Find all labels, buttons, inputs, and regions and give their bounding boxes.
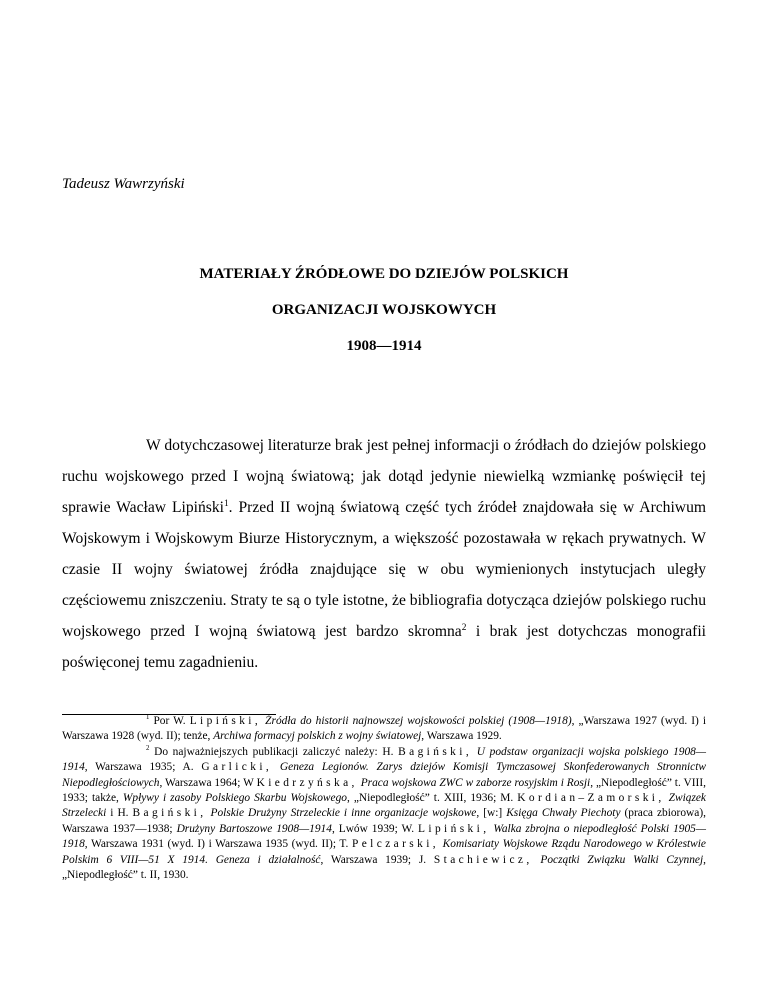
fn1-seg-1: Lipiński,	[189, 715, 262, 727]
fn2-seg-4: , Warszawa 1935; A.	[84, 761, 202, 774]
fn2-seg-3: U podstaw organizacji wojska polskiego 1908—1914	[62, 745, 706, 774]
fn2-seg-5: Garlicki,	[201, 761, 273, 774]
body-paragraph	[62, 430, 706, 678]
fn2-seg-18: i H.	[106, 807, 133, 820]
body-text	[62, 430, 706, 678]
fn2-seg-14: , „Niepodległość” t. XIII, 1936; M.	[346, 792, 518, 805]
footnote-mark: 2	[146, 745, 150, 753]
fn1-seg-0: Por W.	[149, 715, 190, 727]
fn2-seg-30: , Warszawa 1931 (wyd. I) i Warszawa 1935 (wyd. II); T.	[84, 838, 352, 851]
fn2-seg-15: Kordian–Zamorski,	[517, 792, 665, 805]
title-line-1: MATERIAŁY ŹRÓDŁOWE DO DZIEJÓW POLSKICH	[199, 266, 569, 282]
fn2-seg-34: , Warszawa 1939; J.	[320, 853, 434, 866]
footnote-ref-2[interactable]: 2	[461, 622, 467, 633]
fn2-seg-25: Drużyny Bartoszowe 1908—1914	[176, 822, 332, 835]
fn2-seg-0: Do najważniejszych publikacji zaliczyć należy: H.	[149, 745, 399, 758]
fn1-seg-3: Źródła do historii najnowszej wojskowości polskiej (1908—1918)	[265, 715, 572, 727]
article-title	[62, 256, 706, 364]
fn2-seg-13: Wpływy i zasoby Polskiego Skarbu Wojskowego	[122, 792, 347, 805]
footnote-2-text	[62, 746, 706, 881]
fn2-seg-37: Początki Związku Walki Czynnej	[540, 853, 704, 866]
fn2-seg-12: , „Niepodległość” t. VIII, 1933; także,	[62, 776, 706, 805]
paragraph-text-3: i brak jest dotychczas monografii poświęconej temu zagadnieniu.	[62, 623, 707, 671]
fn2-seg-19: Bagiński,	[132, 807, 207, 820]
fn2-seg-8: , Warszawa 1964; W	[159, 776, 257, 789]
footnote-mark: 1	[146, 714, 150, 722]
footnote-ref-1[interactable]: 1	[223, 498, 229, 509]
fn2-seg-17: Związek Strzelecki	[62, 792, 706, 820]
fn2-seg-29: Walka zbrojna o niepodległość Polski 1905—1918	[62, 822, 707, 851]
fn2-seg-24: (praca zbiorowa), Warszawa 1937—1938;	[62, 807, 706, 835]
footnote-1-text	[62, 715, 706, 742]
fn2-seg-9: Kiedrzyńska,	[256, 776, 358, 789]
footnote-2	[62, 745, 706, 884]
fn2-seg-31: Pelczarski,	[351, 838, 440, 851]
fn2-seg-7: Geneza Legionów. Zarys dziejów Komisji Tymczasowej Skonfederowanych Stronnictw Niepodległościowych	[62, 761, 706, 789]
fn1-seg-4: , „Warszawa 1927 (wyd. I) i Warszawa 1928 (wyd. II); tenże,	[62, 715, 706, 743]
paragraph-text-2: . Przed II wojną światową część tych źródeł znajdowała się w Archiwum Wojskowym i Wojskowym Biurze Historycznym, a większość pozostawała w rękach prywatnych. W czasie II wojny światowej źródła znajdujące się w obu wymienionych instytucjach uległy częściowemu zniszczeniu. Straty te są o tyle istotne, że bibliografia dotycząca dziejów polskiego ruchu wojskowego przed I wojną światową jest bardzo skromna	[62, 499, 706, 640]
fn2-seg-21: Polskie Drużyny Strzeleckie i inne organizacje wojskowe	[210, 807, 477, 820]
author-name: Tadeusz Wawrzyński	[62, 176, 185, 192]
fn2-seg-26: , Lwów 1939; W.	[331, 822, 419, 835]
fn2-seg-23: Księga Chwały Piechoty	[506, 807, 621, 820]
fn1-seg-6: , Warszawa 1929.	[421, 730, 502, 743]
fn2-seg-33: Komisariaty Wojskowe Rządu Narodowego w Królestwie Polskim 6 VIII—51 X 1914. Geneza i działalność	[62, 838, 706, 866]
footnote-1	[62, 714, 706, 745]
fn2-seg-22: , [w:]	[476, 807, 507, 820]
fn2-seg-27: Lipiński,	[418, 822, 490, 835]
fn2-seg-11: Praca wojskowa ZWC w zaborze rosyjskim i Rosji	[360, 776, 591, 789]
footnotes	[62, 714, 706, 883]
fn2-seg-38: , „Niepodległość” t. II, 1930.	[62, 853, 706, 882]
fn2-seg-1: Bagiński,	[398, 745, 473, 758]
title-line-3: 1908—1914	[346, 338, 422, 354]
title-line-2: ORGANIZACJI WOJSKOWYCH	[271, 302, 497, 318]
fn2-seg-35: Stachiewicz,	[433, 853, 533, 866]
fn2-seg-6	[272, 761, 280, 773]
paragraph-text-1: W dotychczasowej literaturze brak jest pełnej informacji o źródłach do dziejów polskiego ruchu wojskowego przed I wojną światową; jak dotąd jedynie niewielką wzmiankę poświęcił tej sprawie Wacław Lipiński	[62, 437, 706, 516]
fn1-seg-5: Archiwa formacyj polskich z wojny światowej	[213, 730, 422, 743]
